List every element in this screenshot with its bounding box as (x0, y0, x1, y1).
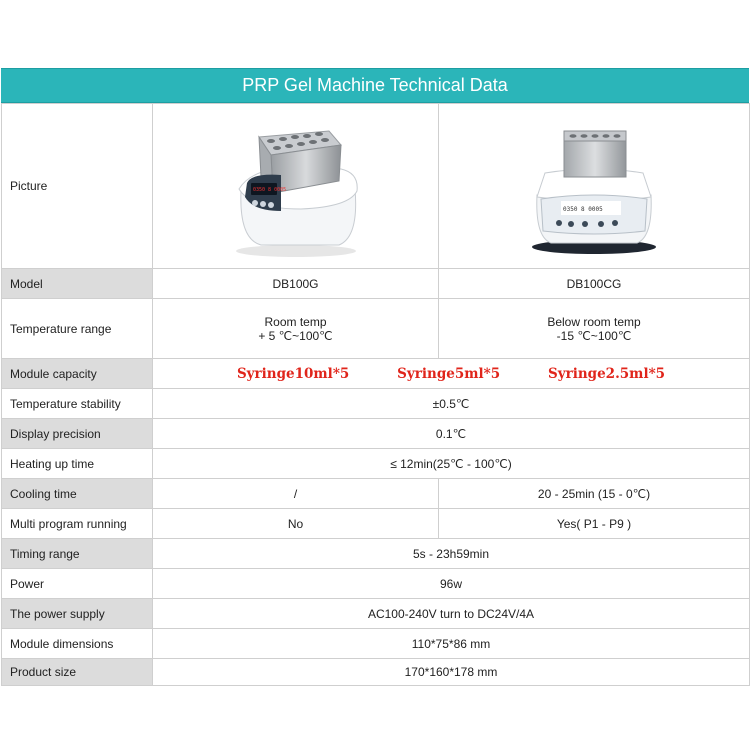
temp-range-db100cg (439, 299, 750, 359)
timing-range-value: 5s - 23h59min (153, 539, 750, 569)
temp-range-b-line2: -15 ℃~100℃ (556, 328, 632, 343)
row-product-size (2, 659, 750, 686)
model-db100g: DB100G (153, 269, 439, 299)
label-product-size: Product size (2, 659, 153, 686)
label-heating-up-time: Heating up time (2, 449, 153, 479)
row-heating-up-time (2, 449, 750, 479)
label-power: Power (2, 569, 153, 599)
label-model: Model (2, 269, 153, 299)
power-supply-value: AC100-240V turn to DC24V/4A (153, 599, 750, 629)
display-precision-value: 0.1℃ (153, 419, 750, 449)
row-multi-program (2, 509, 750, 539)
multi-program-db100g: No (153, 509, 439, 539)
label-temperature-stability: Temperature stability (2, 389, 153, 419)
row-module-dimensions (2, 629, 750, 659)
row-power (2, 569, 750, 599)
row-model (2, 269, 750, 299)
row-display-precision (2, 419, 750, 449)
sheet-title: PRP Gel Machine Technical Data (1, 68, 749, 103)
temperature-stability-value: ±0.5℃ (153, 389, 750, 419)
power-value: 96w (153, 569, 750, 599)
module-dimensions-value: 110*75*86 mm (153, 629, 750, 659)
label-picture: Picture (2, 104, 153, 269)
row-timing-range (2, 539, 750, 569)
row-module-capacity (2, 359, 750, 389)
temp-range-a-line1: Room temp (264, 314, 327, 329)
row-temperature-range (2, 299, 750, 359)
label-timing-range: Timing range (2, 539, 153, 569)
right-display-readout: 0350 8 0005 (563, 206, 603, 213)
row-temperature-stability (2, 389, 750, 419)
capacity-syringe-5ml: Syringe5ml*5 (397, 365, 501, 382)
temp-range-db100g (153, 299, 439, 359)
spec-table (1, 103, 750, 686)
label-module-dimensions: Module dimensions (2, 629, 153, 659)
cooling-time-db100cg: 20 - 25min (15 - 0℃) (439, 479, 750, 509)
multi-program-db100cg: Yes( P1 - P9 ) (439, 509, 750, 539)
module-capacity-values (153, 359, 750, 389)
left-display-readout: 0350 8 0005 (252, 187, 286, 193)
label-multi-program: Multi program running (2, 509, 153, 539)
heating-up-time-value: ≤ 12min(25℃ - 100℃) (153, 449, 750, 479)
temp-range-a-line2: + 5 ℃~100℃ (258, 328, 333, 343)
label-display-precision: Display precision (2, 419, 153, 449)
capacity-syringe-10ml: Syringe10ml*5 (236, 365, 350, 382)
label-module-capacity: Module capacity (2, 359, 153, 389)
row-power-supply (2, 599, 750, 629)
device-image-left (221, 111, 371, 261)
picture-db100g (153, 104, 439, 269)
label-power-supply: The power supply (2, 599, 153, 629)
product-size-value: 170*160*178 mm (153, 659, 750, 686)
picture-db100cg (439, 104, 750, 269)
device-image-right (519, 111, 669, 261)
row-cooling-time (2, 479, 750, 509)
model-db100cg: DB100CG (439, 269, 750, 299)
label-cooling-time: Cooling time (2, 479, 153, 509)
row-picture (2, 104, 750, 269)
label-temperature-range: Temperature range (2, 299, 153, 359)
temp-range-b-line1: Below room temp (547, 314, 641, 329)
cooling-time-db100g: / (153, 479, 439, 509)
spec-sheet (1, 68, 749, 686)
capacity-syringe-2-5ml: Syringe2.5ml*5 (548, 365, 666, 382)
